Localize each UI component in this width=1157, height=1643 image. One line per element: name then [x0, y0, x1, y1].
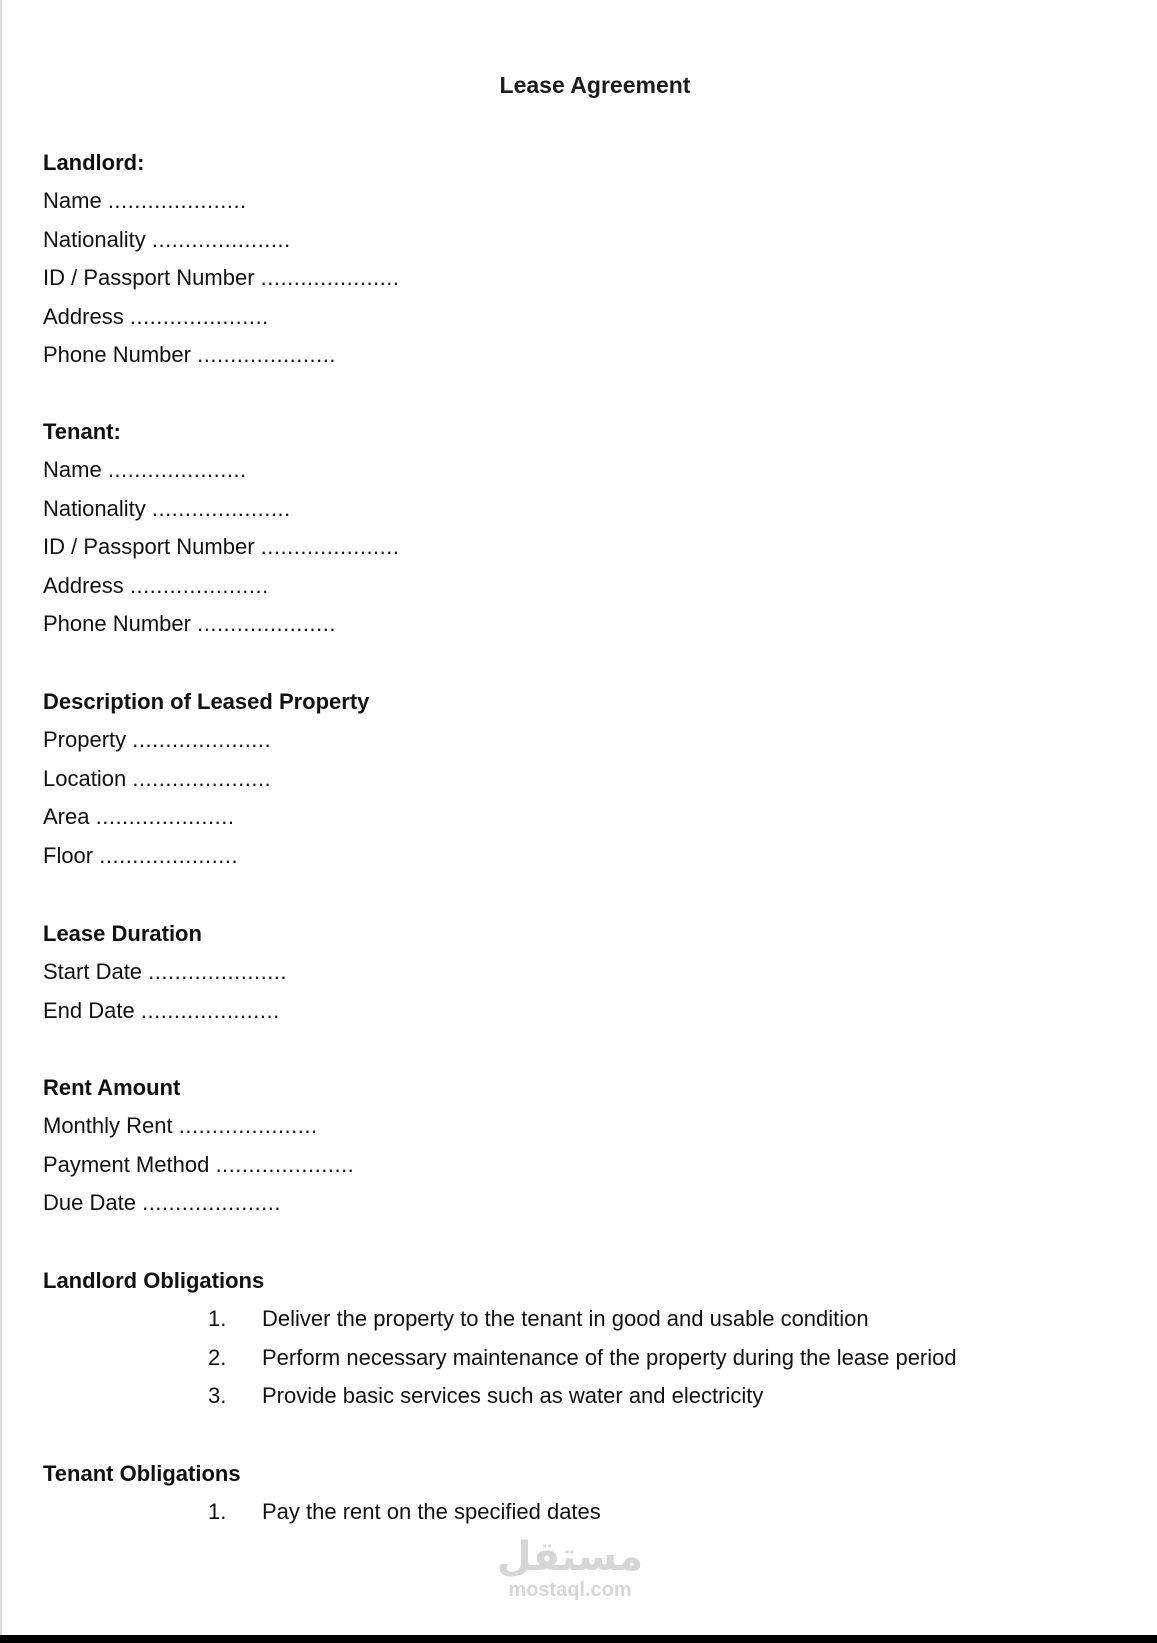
landlord-phone-field: Phone Number ..................... [43, 342, 336, 367]
tenant-id-field: ID / Passport Number ..................... [43, 534, 400, 559]
property-area-field: Area ..................... [43, 804, 235, 829]
watermark [490, 1535, 650, 1601]
list-item: 1. Deliver the property to the tenant in good and usable condition [208, 1306, 869, 1331]
landlord-nationality-field: Nationality ..................... [43, 226, 291, 252]
monthly-rent-field: Monthly Rent ..................... [43, 1113, 318, 1138]
start-date-field: Start Date ..................... [43, 959, 288, 984]
property-location-field: Location ..................... [43, 765, 272, 791]
tenant-heading: Tenant: [43, 419, 121, 444]
property-heading: Description of Leased Property [43, 689, 370, 714]
due-date-field: Due Date ..................... [43, 1190, 281, 1215]
property-section [43, 683, 369, 875]
bottom-bar [0, 1635, 1157, 1643]
landlord-name-field: Name ..................... [43, 188, 247, 213]
tenant-obligations-heading: Tenant Obligations [43, 1461, 241, 1486]
watermark-url: mostaql.com [508, 1579, 632, 1601]
end-date-field: End Date ..................... [43, 997, 280, 1023]
tenant-obligations-section [43, 1455, 601, 1532]
landlord-address-field: Address ..................... [43, 303, 269, 329]
landlord-heading: Landlord: [43, 150, 145, 175]
property-type-field: Property ..................... [43, 727, 272, 752]
landlord-id-field: ID / Passport Number ..................... [43, 265, 400, 290]
list-item: 1. Pay the rent on the specified dates [208, 1499, 601, 1524]
tenant-address-field: Address ..................... [43, 572, 269, 598]
rent-heading: Rent Amount [43, 1075, 181, 1100]
property-floor-field: Floor ..................... [43, 842, 239, 868]
list-item: 3. Provide basic services such as water and electricity [208, 1383, 764, 1408]
tenant-obligations-list [43, 1493, 601, 1532]
landlord-section [43, 144, 400, 375]
rent-section [43, 1069, 354, 1223]
tenant-nationality-field: Nationality ..................... [43, 495, 291, 521]
watermark-logo: مستقل [496, 1534, 644, 1580]
duration-section [43, 915, 287, 1030]
duration-heading: Lease Duration [43, 921, 202, 946]
list-item: 2. Perform necessary maintenance of the property during the lease period [208, 1344, 957, 1370]
document-title: Lease Agreement [499, 72, 691, 98]
payment-method-field: Payment Method ..................... [43, 1151, 355, 1177]
landlord-obligations-list [43, 1300, 957, 1416]
landlord-obligations-section [43, 1262, 957, 1416]
tenant-phone-field: Phone Number ..................... [43, 611, 336, 636]
tenant-section [43, 413, 400, 644]
tenant-name-field: Name ..................... [43, 457, 247, 482]
landlord-obligations-heading: Landlord Obligations [43, 1268, 265, 1293]
